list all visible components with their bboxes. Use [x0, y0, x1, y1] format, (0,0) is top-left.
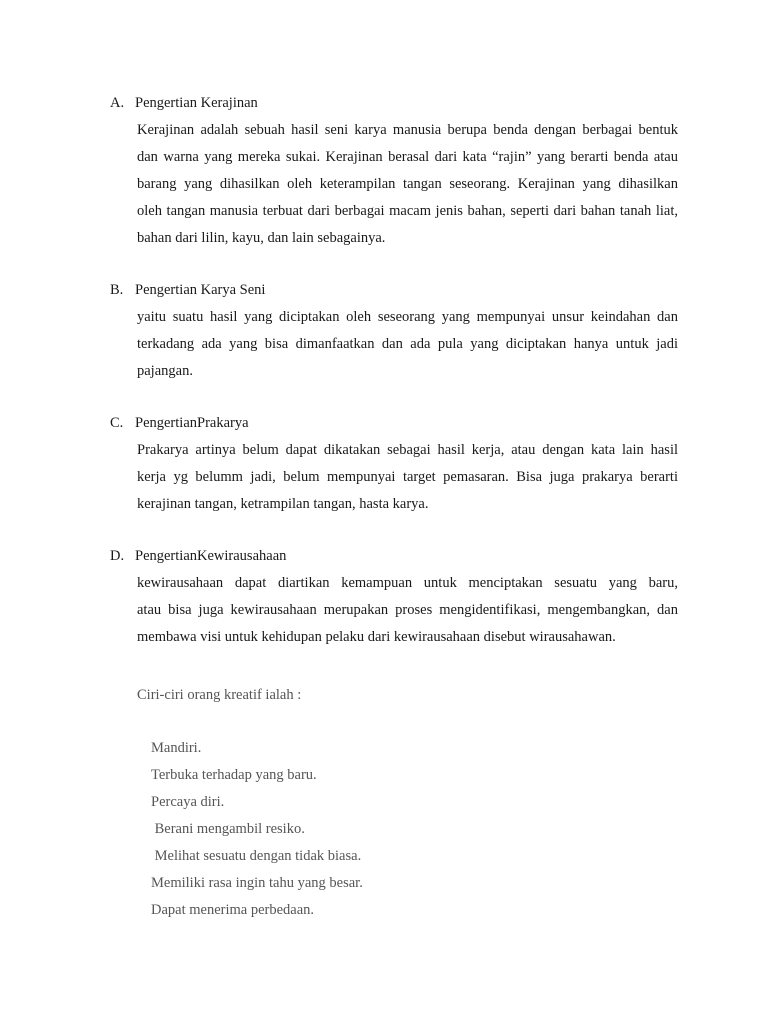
paragraph-line: membawa visi untuk kehidupan pelaku dari kewirausahaan disebut wirausahawan.: [137, 629, 616, 645]
paragraph-line: barang yang dihasilkan oleh keterampilan tangan seseorang. Kerajinan yang dihasilkan: [137, 176, 678, 192]
list-item: Mandiri.: [151, 740, 202, 756]
section-c-title: PengertianPrakarya: [135, 415, 249, 431]
section-b-heading: [110, 281, 265, 299]
paragraph-line: dan warna yang mereka sukai. Kerajinan berasal dari kata “rajin” yang berarti benda atau: [137, 149, 678, 165]
list-item: Terbuka terhadap yang baru.: [151, 767, 317, 783]
paragraph-line: Kerajinan adalah sebuah hasil seni karya manusia berupa benda dengan berbagai bentuk: [137, 122, 678, 138]
paragraph-line: oleh tangan manusia terbuat dari berbagai macam jenis bahan, seperti dari bahan tanah liat,: [137, 203, 678, 219]
paragraph-line: atau bisa juga kewirausahaan merupakan proses mengidentifikasi, mengembangkan, dan: [137, 602, 678, 618]
section-d-letter: D.: [110, 548, 125, 564]
paragraph-line: bahan dari lilin, kayu, dan lain sebagainya.: [137, 230, 386, 246]
section-d-paragraph: [137, 574, 678, 655]
section-d-heading: [110, 547, 286, 565]
list-item: Dapat menerima perbedaan.: [151, 902, 315, 918]
paragraph-line: Prakarya artinya belum dapat dikatakan sebagai hasil kerja, atau dengan kata lain hasil: [137, 442, 678, 458]
ciri-title: Ciri-ciri orang kreatif ialah :: [137, 687, 302, 703]
list-item: Melihat sesuatu dengan tidak biasa.: [151, 848, 362, 864]
section-d-title: PengertianKewirausahaan: [135, 548, 287, 564]
ciri-list: [151, 739, 363, 928]
paragraph-line: terkadang ada yang bisa dimanfaatkan dan ada pula yang diciptakan hanya untuk jadi: [137, 336, 678, 352]
list-item: Percaya diri.: [151, 794, 225, 810]
paragraph-line: yaitu suatu hasil yang diciptakan oleh seseorang yang mempunyai unsur keindahan dan: [137, 309, 678, 325]
section-c-heading: [110, 414, 249, 432]
paragraph-line: pajangan.: [137, 363, 193, 379]
paragraph-line: kewirausahaan dapat diartikan kemampuan untuk menciptakan sesuatu yang baru,: [137, 575, 678, 591]
paragraph-line: kerajinan tangan, ketrampilan tangan, hasta karya.: [137, 496, 429, 512]
list-item: Memiliki rasa ingin tahu yang besar.: [151, 875, 363, 891]
paragraph-line: kerja yg belumm jadi, belum mempunyai target pemasaran. Bisa juga prakarya berarti: [137, 469, 678, 485]
section-a-title: Pengertian Kerajinan: [135, 95, 258, 111]
list-item: Berani mengambil resiko.: [151, 821, 305, 837]
section-a-heading: [110, 94, 258, 112]
section-b-title: Pengertian Karya Seni: [135, 282, 266, 298]
section-b-letter: B.: [110, 282, 124, 298]
section-c-letter: C.: [110, 415, 124, 431]
section-c-paragraph: [137, 441, 678, 522]
section-a-paragraph: [137, 121, 678, 256]
section-a-letter: A.: [110, 95, 125, 111]
section-b-paragraph: [137, 308, 678, 389]
